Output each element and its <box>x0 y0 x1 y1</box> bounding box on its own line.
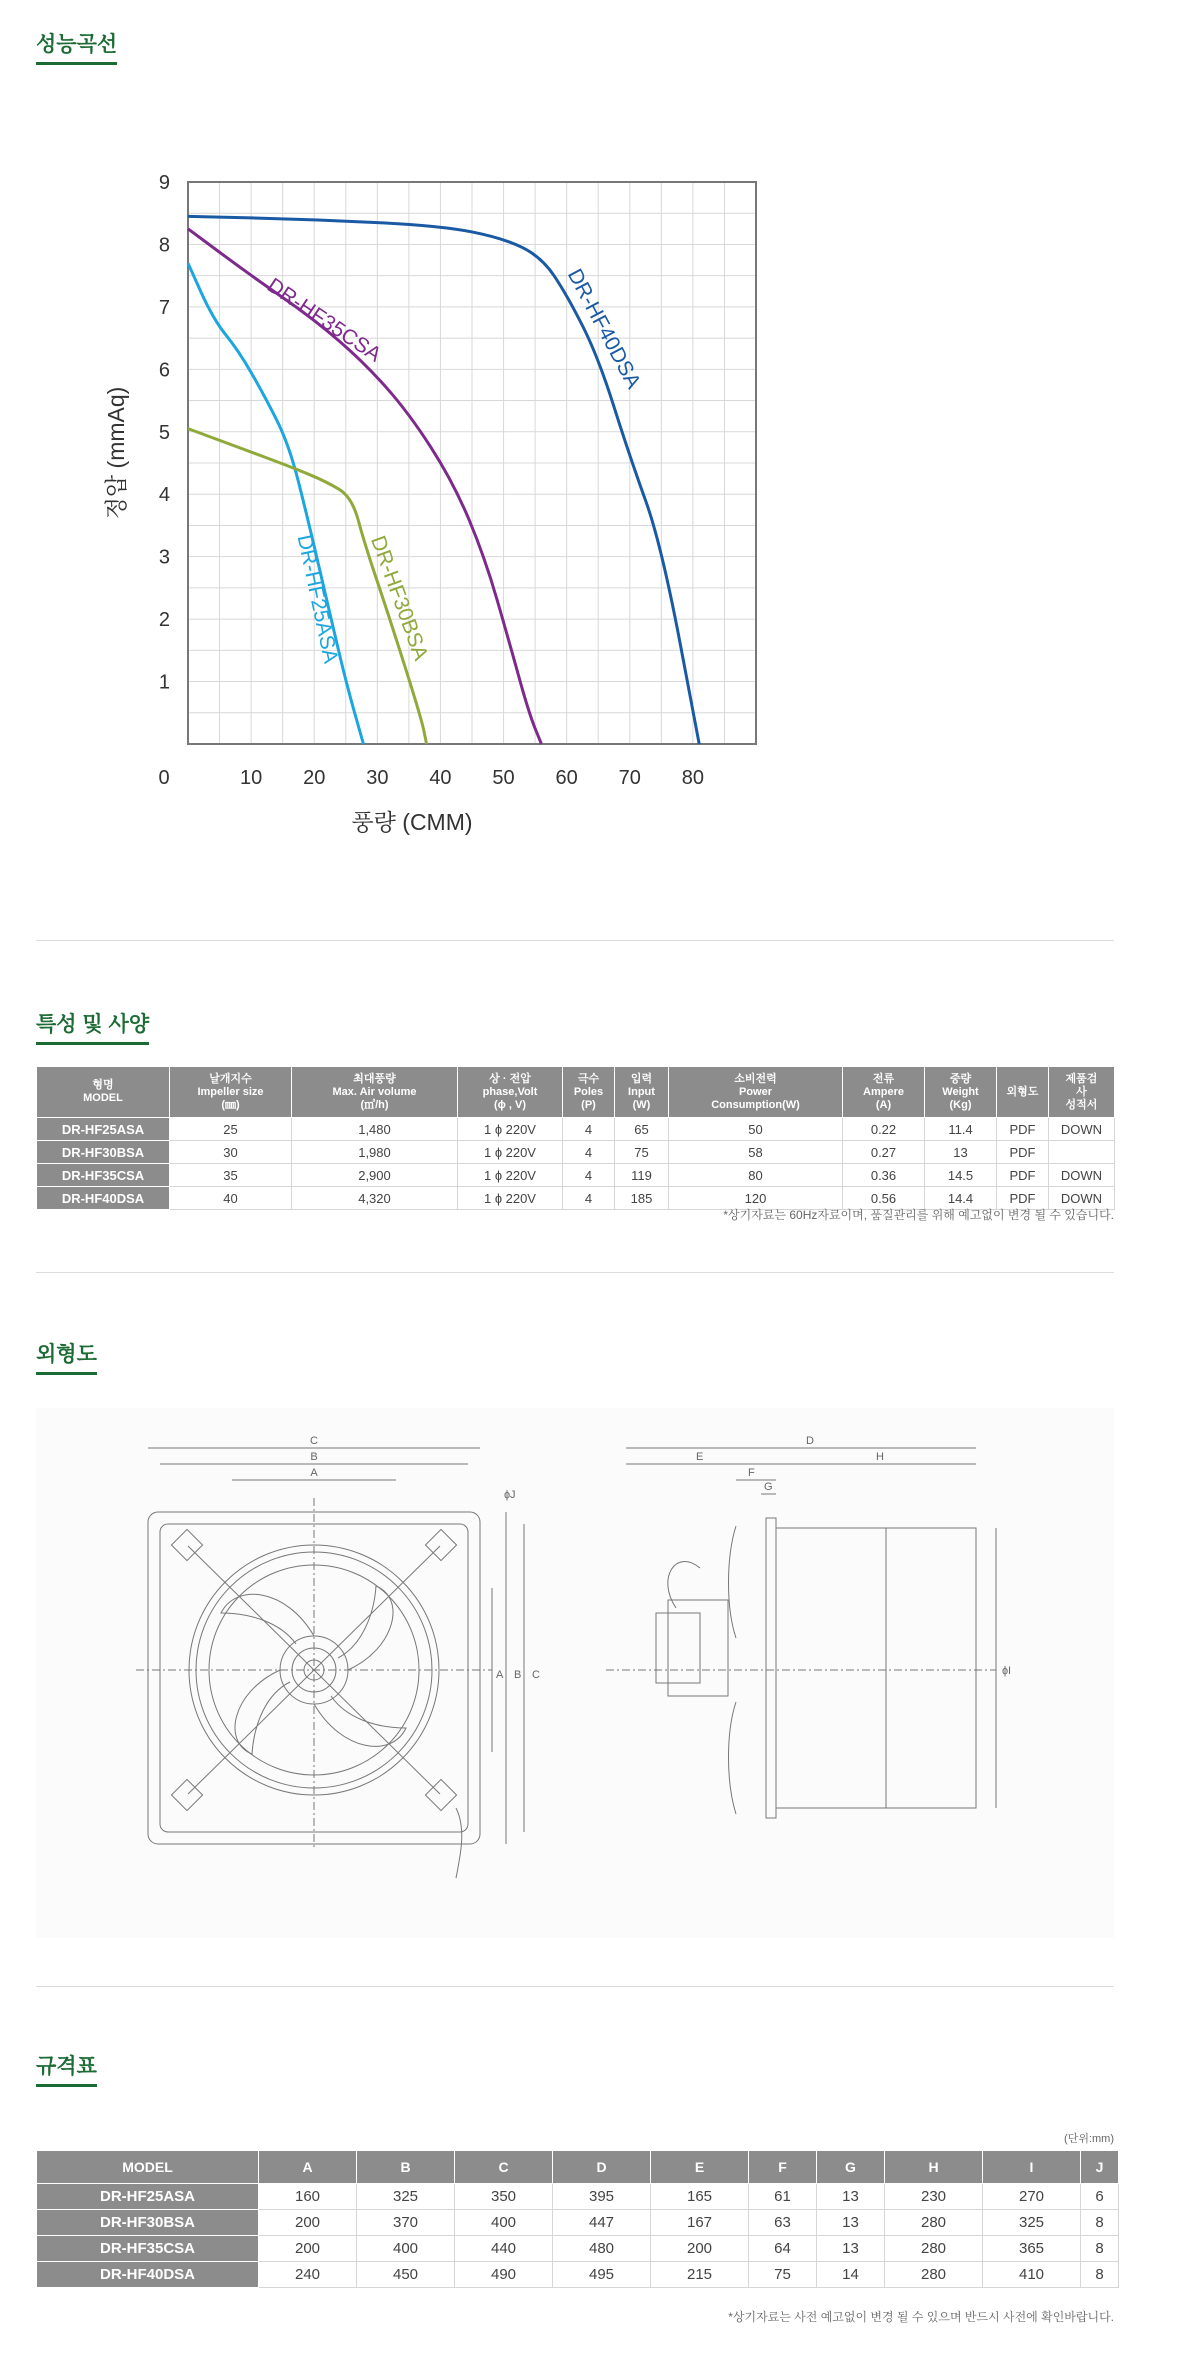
table-cell: 370 <box>357 2210 455 2236</box>
table-cell: 480 <box>553 2236 651 2262</box>
x-tick-label: 0 <box>158 767 170 789</box>
spec-header-line: Max. Air volume <box>332 1085 417 1098</box>
table-cell: 400 <box>357 2236 455 2262</box>
outline-pdf-link[interactable]: PDF <box>997 1187 1049 1210</box>
spec-header-cell <box>615 1067 669 1118</box>
spec-header-line: (W) <box>632 1098 651 1111</box>
table-cell: 6 <box>1081 2184 1119 2210</box>
table-cell: 1,980 <box>292 1141 458 1164</box>
model-cell: DR-HF30BSA <box>37 1141 170 1164</box>
table-cell: 30 <box>170 1141 292 1164</box>
spec-header-line: Ampere <box>863 1085 904 1098</box>
report-download-link <box>1049 1141 1115 1164</box>
table-cell: 0.27 <box>843 1141 925 1164</box>
table-cell: 350 <box>455 2184 553 2210</box>
x-tick-label: 60 <box>555 767 578 789</box>
table-cell: 40 <box>170 1187 292 1210</box>
table-cell: 325 <box>357 2184 455 2210</box>
y-axis-label: 정압 (mmAq) <box>103 386 129 520</box>
report-download-link[interactable]: DOWN <box>1049 1118 1115 1141</box>
table-cell: 490 <box>455 2262 553 2288</box>
table-cell: 64 <box>749 2236 817 2262</box>
x-tick-label: 40 <box>429 767 452 789</box>
table-cell: 80 <box>669 1164 843 1187</box>
spec-header-cell <box>669 1067 843 1118</box>
table-cell: 440 <box>455 2236 553 2262</box>
unit-label: (단위:mm) <box>1064 2133 1114 2145</box>
table-cell: 35 <box>170 1164 292 1187</box>
divider <box>36 1272 1114 1273</box>
divider <box>36 1986 1114 1987</box>
table-cell: 14.4 <box>925 1187 997 1210</box>
spec-header-line: 전류 <box>872 1072 895 1085</box>
table-cell: 75 <box>615 1141 669 1164</box>
dimension-header-cell: E <box>651 2151 749 2184</box>
x-tick-label: 80 <box>681 767 705 789</box>
spec-header-line: (ɸ , V) <box>493 1098 527 1111</box>
table-cell: 14 <box>817 2262 885 2288</box>
dim-label-j: ɸJ <box>504 1489 516 1501</box>
table-cell: 395 <box>553 2184 651 2210</box>
model-cell: DR-HF25ASA <box>37 1118 170 1141</box>
table-cell: 4 <box>563 1187 615 1210</box>
x-axis-label: 풍량 (CMM) <box>351 809 473 835</box>
spec-header-line: 최대풍량 <box>353 1072 396 1085</box>
series-line <box>188 229 541 744</box>
dim-label-d: D <box>806 1435 814 1447</box>
table-cell: 1 ɸ 220V <box>458 1118 563 1141</box>
table-cell: 0.22 <box>843 1118 925 1141</box>
spec-header-line: 중량 <box>949 1072 972 1085</box>
outline-pdf-link[interactable]: PDF <box>997 1118 1049 1141</box>
spec-header-cell <box>997 1067 1049 1118</box>
spec-header-line: phase,Volt <box>482 1085 538 1098</box>
table-cell: 8 <box>1081 2210 1119 2236</box>
table-cell: 120 <box>669 1187 843 1210</box>
performance-curve-title: 성능곡선 <box>36 28 117 65</box>
table-row <box>37 1118 1115 1141</box>
spec-header-line: (A) <box>875 1098 892 1111</box>
table-cell: 410 <box>983 2262 1081 2288</box>
model-cell: DR-HF35CSA <box>37 2236 259 2262</box>
performance-chart-svg <box>70 150 790 850</box>
spec-header-cell <box>170 1067 292 1118</box>
outline-drawing-title: 외형도 <box>36 1338 97 1375</box>
table-cell: 1 ɸ 220V <box>458 1141 563 1164</box>
spec-header-line: 사 <box>1076 1085 1087 1098</box>
spec-header-line: 제품검 <box>1065 1072 1098 1085</box>
dim-label-c-vertical: C <box>532 1669 540 1681</box>
table-cell: 200 <box>651 2236 749 2262</box>
table-cell: 280 <box>885 2262 983 2288</box>
series-line <box>188 216 699 744</box>
table-row <box>37 1164 1115 1187</box>
spec-note: *상기자료는 60Hz자료이며, 품질관리를 위해 예고없이 변경 될 수 있습니다. <box>723 1208 1114 1222</box>
spec-header-line: Impeller size <box>197 1085 264 1098</box>
spec-title: 특성 및 사양 <box>36 1008 149 1045</box>
table-cell: 8 <box>1081 2236 1119 2262</box>
spec-header-cell <box>843 1067 925 1118</box>
model-cell: DR-HF35CSA <box>37 1164 170 1187</box>
table-cell: 13 <box>817 2184 885 2210</box>
spec-header-line: 극수 <box>577 1072 600 1085</box>
model-cell: DR-HF40DSA <box>37 2262 259 2288</box>
series-label: DR-HF40DSA <box>562 265 646 393</box>
table-cell: 200 <box>259 2236 357 2262</box>
table-cell: 65 <box>615 1118 669 1141</box>
table-cell: 1 ɸ 220V <box>458 1164 563 1187</box>
table-cell: 13 <box>817 2210 885 2236</box>
table-row <box>37 2210 1119 2236</box>
table-cell: 4 <box>563 1141 615 1164</box>
dim-label-e: E <box>696 1451 704 1463</box>
table-cell: 167 <box>651 2210 749 2236</box>
table-row <box>37 2262 1119 2288</box>
model-cell: DR-HF25ASA <box>37 2184 259 2210</box>
spec-header-cell <box>292 1067 458 1118</box>
y-tick-label: 3 <box>158 546 170 569</box>
spec-header-cell <box>563 1067 615 1118</box>
y-tick-label: 2 <box>158 609 170 632</box>
report-download-link[interactable]: DOWN <box>1049 1164 1115 1187</box>
table-cell: 11.4 <box>925 1118 997 1141</box>
dimension-header-cell: I <box>983 2151 1081 2184</box>
dimension-header-cell: F <box>749 2151 817 2184</box>
table-cell: 25 <box>170 1118 292 1141</box>
y-tick-label: 1 <box>158 671 170 694</box>
dimension-header-cell: C <box>455 2151 553 2184</box>
table-cell: 1 ɸ 220V <box>458 1187 563 1210</box>
table-cell: 400 <box>455 2210 553 2236</box>
table-cell: 2,900 <box>292 1164 458 1187</box>
table-cell: 450 <box>357 2262 455 2288</box>
x-tick-label: 30 <box>366 767 389 789</box>
spec-header-cell <box>37 1067 170 1118</box>
table-cell: 14.5 <box>925 1164 997 1187</box>
spec-header-line: MODEL <box>83 1092 123 1104</box>
table-cell: 215 <box>651 2262 749 2288</box>
outline-pdf-link[interactable]: PDF <box>997 1141 1049 1164</box>
y-tick-label: 5 <box>158 421 170 444</box>
table-cell: 61 <box>749 2184 817 2210</box>
table-cell: 230 <box>885 2184 983 2210</box>
table-cell: 280 <box>885 2236 983 2262</box>
dimension-table-title: 규격표 <box>36 2050 97 2087</box>
y-tick-label: 4 <box>158 484 170 507</box>
y-tick-label: 6 <box>158 359 170 382</box>
series-label: DR-HF30BSA <box>366 532 433 664</box>
spec-header-cell <box>458 1067 563 1118</box>
table-cell: 185 <box>615 1187 669 1210</box>
series-label: DR-HF25ASA <box>292 532 343 666</box>
spec-header-cell <box>925 1067 997 1118</box>
table-cell: 280 <box>885 2210 983 2236</box>
outline-drawing-svg <box>36 1408 1114 1938</box>
spec-header-line: 외형도 <box>1006 1085 1039 1098</box>
table-cell: 165 <box>651 2184 749 2210</box>
table-cell: 4 <box>563 1164 615 1187</box>
outline-drawing <box>36 1408 1114 1938</box>
dimension-header-cell: A <box>259 2151 357 2184</box>
x-tick-label: 50 <box>492 767 515 789</box>
spec-header-line: (P) <box>581 1098 596 1111</box>
dim-label-a: A <box>310 1467 318 1479</box>
table-cell: 447 <box>553 2210 651 2236</box>
spec-header-line: 소비전력 <box>734 1072 777 1085</box>
table-cell: 495 <box>553 2262 651 2288</box>
performance-chart <box>70 150 790 850</box>
spec-header-line: (㎜) <box>221 1098 240 1111</box>
table-cell: 119 <box>615 1164 669 1187</box>
y-tick-label: 8 <box>158 234 170 257</box>
dimension-table <box>36 2150 1119 2288</box>
dimension-header-cell: MODEL <box>37 2151 259 2184</box>
spec-header-line: (Kg) <box>949 1098 972 1111</box>
table-row <box>37 1141 1115 1164</box>
dim-label-a-vertical: A <box>496 1669 504 1681</box>
dimension-header-cell: H <box>885 2151 983 2184</box>
table-cell: 325 <box>983 2210 1081 2236</box>
side-housing <box>776 1528 976 1808</box>
spec-header-line: 상 · 전압 <box>489 1072 531 1085</box>
x-tick-label: 70 <box>618 767 641 789</box>
table-cell: 58 <box>669 1141 843 1164</box>
table-cell: 50 <box>669 1118 843 1141</box>
dim-label-h: H <box>876 1451 884 1463</box>
dim-label-b-vertical: B <box>514 1669 522 1681</box>
outline-pdf-link[interactable]: PDF <box>997 1164 1049 1187</box>
table-row <box>37 2236 1119 2262</box>
x-tick-label: 10 <box>239 767 263 789</box>
spec-header-line: 입력 <box>630 1072 653 1085</box>
table-row <box>37 2184 1119 2210</box>
dimension-header-cell: D <box>553 2151 651 2184</box>
dim-label-g: G <box>764 1481 773 1493</box>
table-cell: 1,480 <box>292 1118 458 1141</box>
dimension-header-cell: J <box>1081 2151 1119 2184</box>
table-cell: 270 <box>983 2184 1081 2210</box>
y-tick-label: 7 <box>158 296 170 319</box>
dimension-header-cell: G <box>817 2151 885 2184</box>
dim-label-f: F <box>748 1467 755 1479</box>
spec-table-header <box>37 1067 1115 1118</box>
spec-header-line: Consumption(W) <box>711 1098 800 1111</box>
table-cell: 8 <box>1081 2262 1119 2288</box>
spec-header-line: 성적서 <box>1065 1098 1098 1111</box>
spec-header-line: Input <box>628 1085 655 1098</box>
dimension-note: *상기자료는 사전 예고없이 변경 될 수 있으며 반드시 사전에 확인바랍니다. <box>728 2310 1114 2324</box>
spec-header-line: (㎥/h) <box>360 1098 389 1111</box>
table-cell: 160 <box>259 2184 357 2210</box>
table-cell: 365 <box>983 2236 1081 2262</box>
spec-header-line: 형명 <box>92 1079 114 1091</box>
spec-header-line: Power <box>738 1085 772 1098</box>
table-cell: 0.36 <box>843 1164 925 1187</box>
table-cell: 75 <box>749 2262 817 2288</box>
spec-header-line: Weight <box>942 1085 979 1098</box>
table-cell: 13 <box>925 1141 997 1164</box>
table-cell: 4 <box>563 1118 615 1141</box>
report-download-link[interactable]: DOWN <box>1049 1187 1115 1210</box>
table-cell: 63 <box>749 2210 817 2236</box>
divider <box>36 940 1114 941</box>
y-tick-label: 9 <box>158 172 170 194</box>
series-label: DR-HF35CSA <box>263 273 386 367</box>
table-cell: 13 <box>817 2236 885 2262</box>
spec-table <box>36 1066 1115 1210</box>
spec-header-line: Poles <box>573 1085 604 1098</box>
spec-header-line: 날개지수 <box>209 1072 252 1085</box>
model-cell: DR-HF30BSA <box>37 2210 259 2236</box>
table-cell: 240 <box>259 2262 357 2288</box>
dim-label-b: B <box>310 1451 318 1463</box>
dim-label-c: C <box>310 1435 318 1447</box>
dim-label-i: ɸI <box>1002 1665 1012 1677</box>
side-motor <box>656 1613 700 1683</box>
table-cell: 4,320 <box>292 1187 458 1210</box>
dimension-table-header <box>37 2151 1119 2184</box>
x-tick-label: 20 <box>303 767 326 789</box>
dimension-header-cell: B <box>357 2151 455 2184</box>
spec-header-cell <box>1049 1067 1115 1118</box>
table-cell: 200 <box>259 2210 357 2236</box>
model-cell: DR-HF40DSA <box>37 1187 170 1210</box>
table-cell: 0.56 <box>843 1187 925 1210</box>
